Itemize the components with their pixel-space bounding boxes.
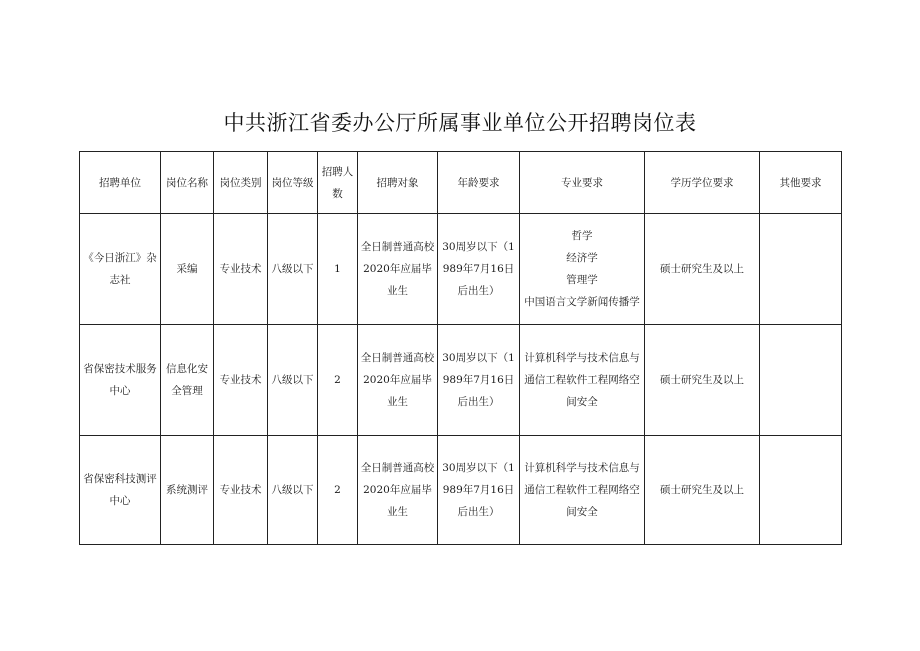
header-major: 专业要求	[520, 152, 645, 214]
header-target: 招聘对象	[358, 152, 438, 214]
cell-degree: 硕士研究生及以上	[645, 214, 760, 325]
cell-age: 30周岁以下（1989年7月16日后出生）	[438, 325, 520, 436]
cell-unit: 省保密科技测评中心	[80, 436, 161, 545]
header-row	[80, 152, 842, 214]
cell-other	[760, 325, 842, 436]
page-title: 中共浙江省委办公厅所属事业单位公开招聘岗位表	[223, 111, 697, 135]
header-age: 年龄要求	[438, 152, 520, 214]
cell-major	[520, 214, 645, 325]
table-row	[80, 214, 842, 325]
cell-degree: 硕士研究生及以上	[645, 436, 760, 545]
cell-level: 八级以下	[268, 436, 318, 545]
header-other: 其他要求	[760, 152, 842, 214]
major-item: 管理学	[566, 274, 598, 286]
header-degree: 学历学位要求	[645, 152, 760, 214]
cell-position: 信息化安全管理	[161, 325, 214, 436]
major-item: 哲学	[571, 230, 593, 242]
cell-unit: 《今日浙江》杂志社	[80, 214, 161, 325]
cell-degree: 硕士研究生及以上	[645, 325, 760, 436]
header-position: 岗位名称	[161, 152, 214, 214]
major-item: 经济学	[566, 252, 598, 264]
cell-category: 专业技术	[214, 214, 268, 325]
cell-other	[760, 436, 842, 545]
cell-category: 专业技术	[214, 436, 268, 545]
table-row	[80, 436, 842, 545]
recruitment-table	[79, 151, 842, 545]
cell-unit: 省保密技术服务中心	[80, 325, 161, 436]
cell-target: 全日制普通高校2020年应届毕业生	[358, 436, 438, 545]
major-item: 中国语言文学新闻传播学	[524, 296, 640, 308]
cell-count: 2	[318, 325, 358, 436]
cell-target: 全日制普通高校2020年应届毕业生	[358, 325, 438, 436]
header-count: 招聘人数	[318, 152, 358, 214]
cell-major	[520, 436, 645, 545]
major-item: 计算机科学与技术信息与通信工程软件工程网络空间安全	[524, 352, 640, 408]
cell-target: 全日制普通高校2020年应届毕业生	[358, 214, 438, 325]
table-row	[80, 325, 842, 436]
cell-age: 30周岁以下（1989年7月16日后出生）	[438, 214, 520, 325]
cell-level: 八级以下	[268, 214, 318, 325]
cell-level: 八级以下	[268, 325, 318, 436]
cell-major	[520, 325, 645, 436]
header-level: 岗位等级	[268, 152, 318, 214]
header-category: 岗位类别	[214, 152, 268, 214]
cell-category: 专业技术	[214, 325, 268, 436]
header-unit: 招聘单位	[80, 152, 161, 214]
cell-position: 系统测评	[161, 436, 214, 545]
cell-count: 1	[318, 214, 358, 325]
major-item: 计算机科学与技术信息与通信工程软件工程网络空间安全	[524, 462, 640, 518]
cell-position: 采编	[161, 214, 214, 325]
cell-other	[760, 214, 842, 325]
cell-age: 30周岁以下（1989年7月16日后出生）	[438, 436, 520, 545]
cell-count: 2	[318, 436, 358, 545]
